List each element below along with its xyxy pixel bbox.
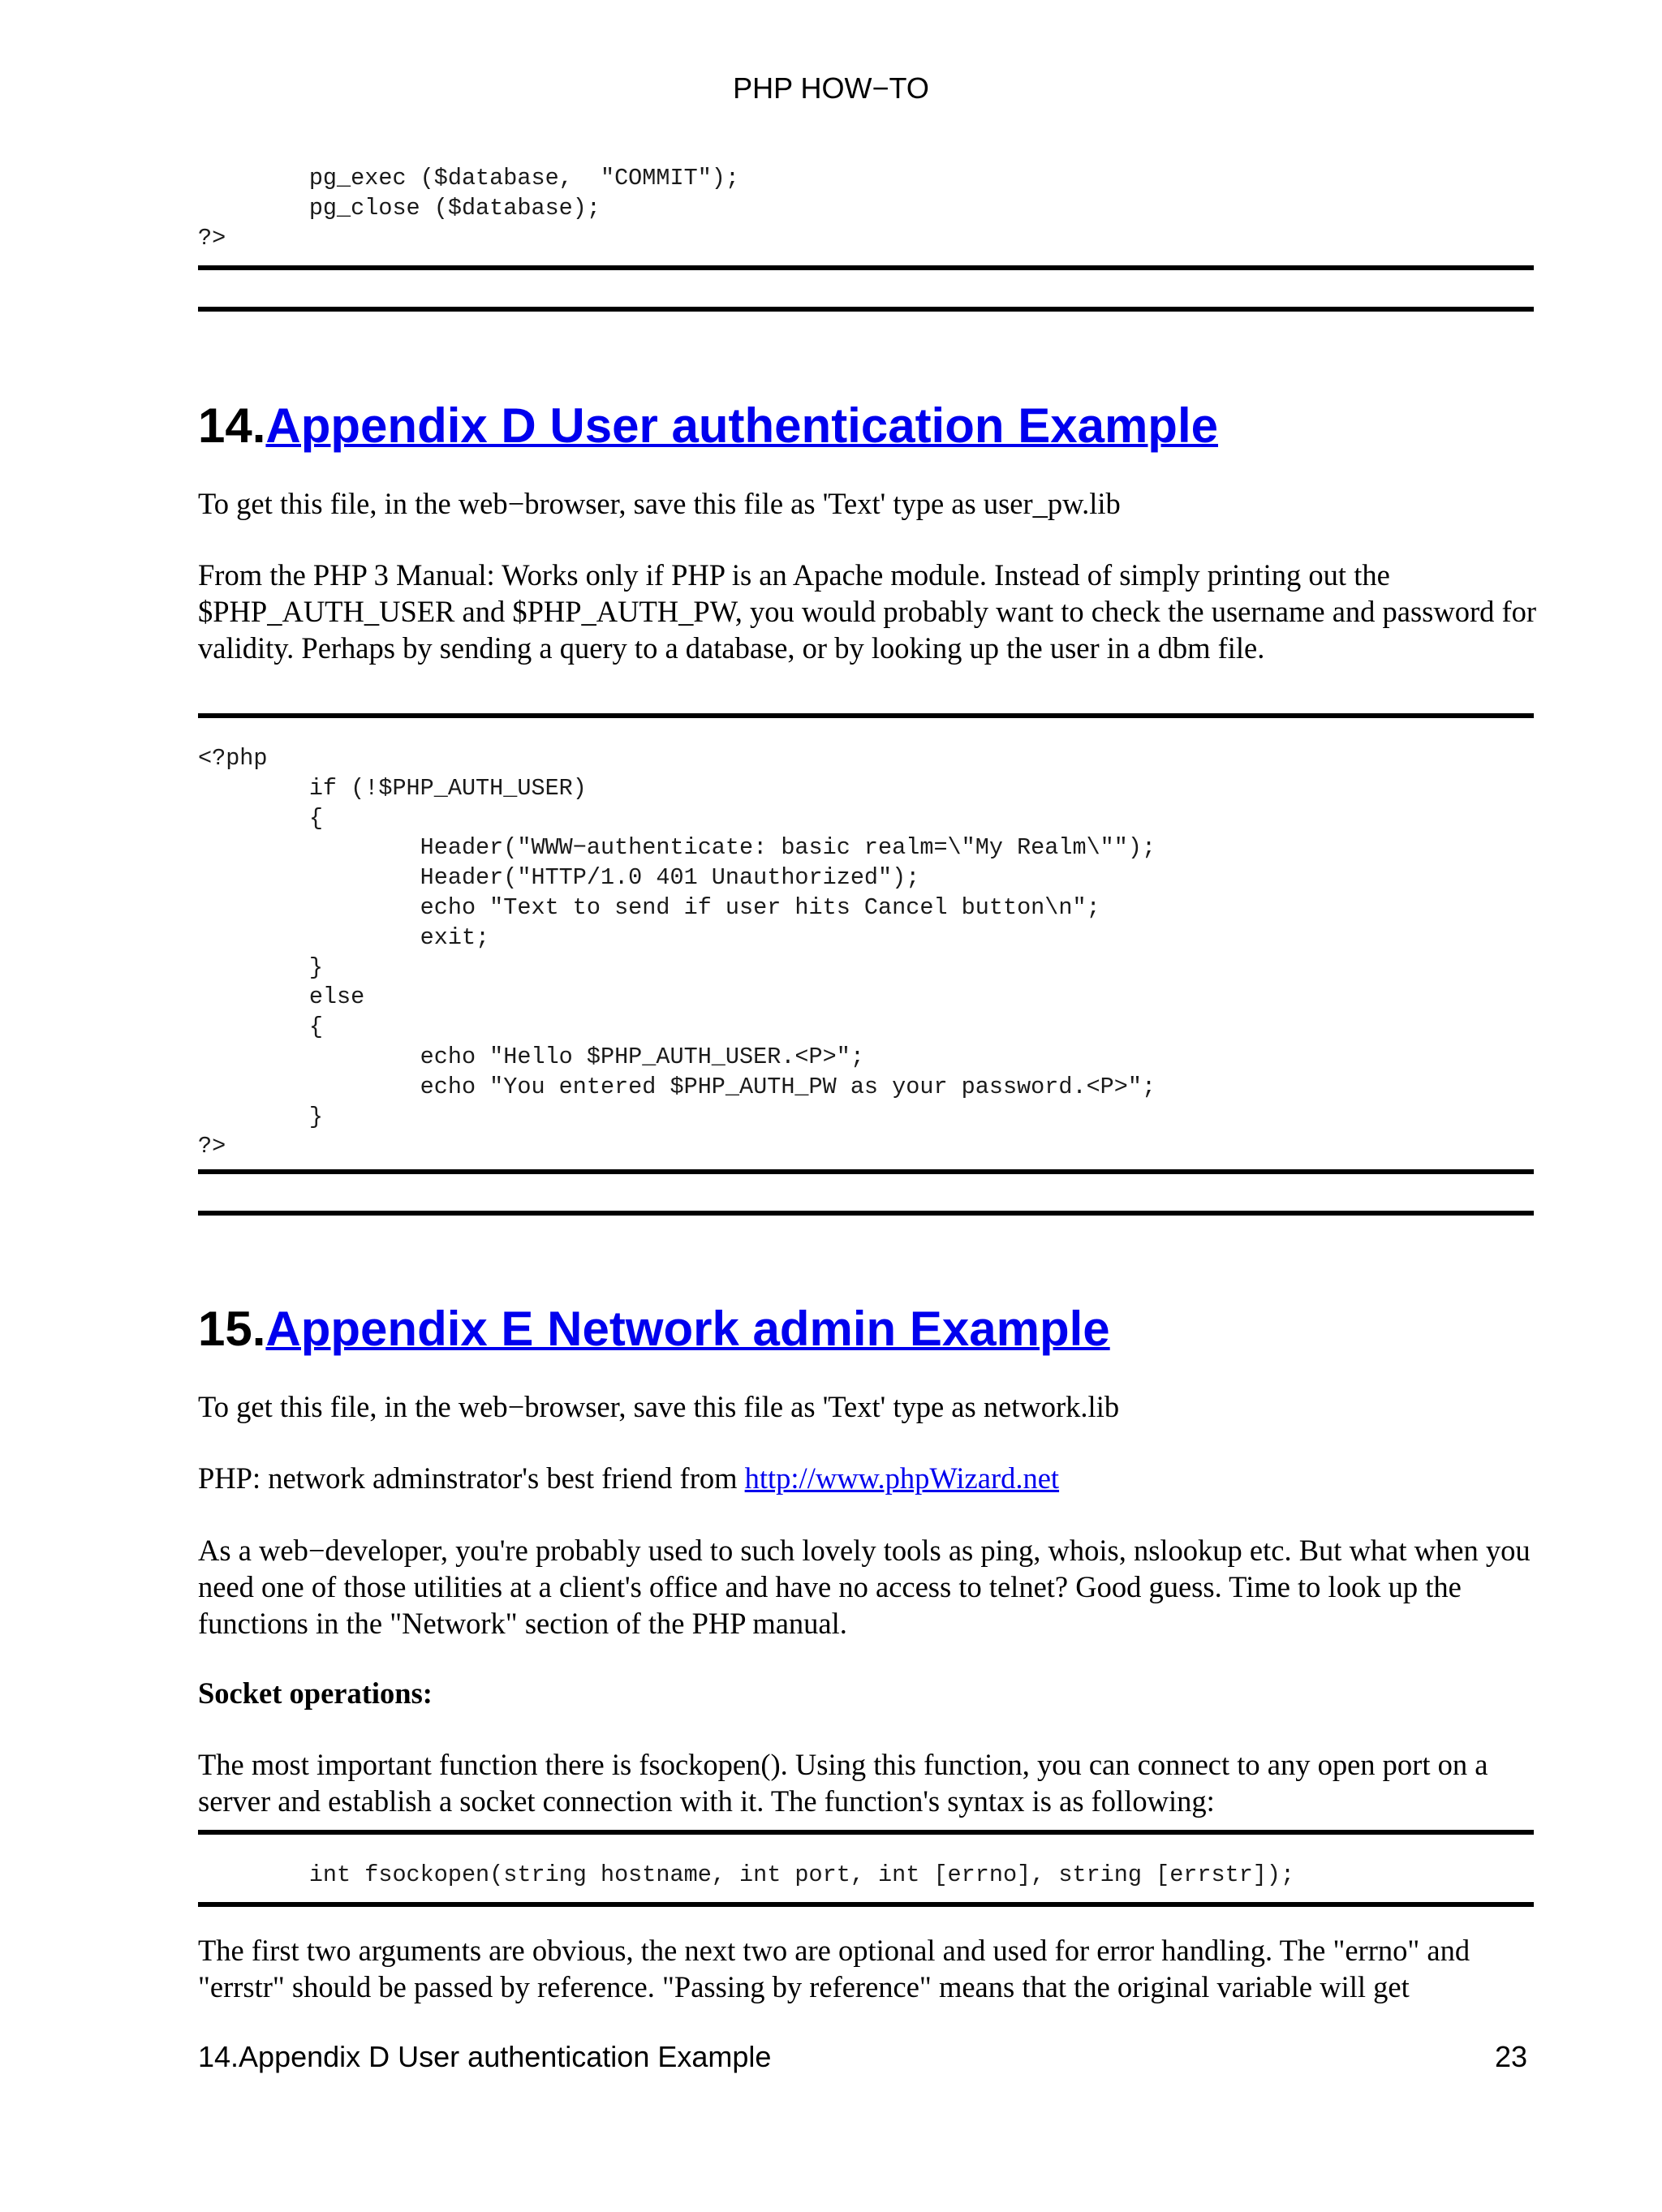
running-header: PHP HOW−TO [733,71,929,105]
paragraph: The first two arguments are obvious, the next two are optional and used for error handling. The "errno" and "errstr" should be passed by reference. "Passing by reference" means that the original variable will get [198,1934,1470,2003]
paragraph: To get this file, in the web−browser, save this file as 'Text' type as network.lib [198,1390,1120,1423]
section-title-link[interactable]: Appendix D User authentication Example [265,398,1218,453]
phpwizard-link[interactable]: http://www.phpWizard.net [744,1461,1060,1495]
horizontal-rule [198,1902,1534,1907]
horizontal-rule [198,1211,1534,1216]
horizontal-rule [198,1830,1534,1835]
paragraph: The most important function there is fsockopen(). Using this function, you can connect to any open port on a server and establish a socket connection with it. The function's syntax is as following: [198,1748,1488,1818]
section-number: 14. [198,398,266,453]
paragraph: To get this file, in the web−browser, save this file as 'Text' type as user_pw.lib [198,487,1121,520]
section-title-link[interactable]: Appendix E Network admin Example [265,1302,1110,1356]
code-block-commit: pg_exec ($database, "COMMIT"); pg_close ($database); ?> [198,165,740,252]
subheading: Socket operations: [198,1676,433,1710]
paragraph: As a web−developer, you're probably used to such lovely tools as ping, whois, nslookup etc. But what when you need one of those utilities at a client's office and have no access to telnet? Good guess. Time to look up the functions in the "Network" section of the PHP manual. [198,1534,1531,1640]
paragraph: From the PHP 3 Manual: Works only if PHP is an Apache module. Instead of simply printing out the $PHP_AUTH_USER and $PHP_AUTH_PW, you would probably want to check the username and password for validity. Perhaps by sending a query to a database, or by looking up the user in a dbm file. [198,558,1537,665]
horizontal-rule [198,307,1534,312]
page-number: 23 [1494,2040,1527,2073]
section-number: 15. [198,1302,266,1356]
section-heading-15 [198,1301,1110,1358]
paragraph-text: PHP: network adminstrator's best friend from [198,1461,745,1495]
code-block-fsockopen: int fsockopen(string hostname, int port, int [errno], string [errstr]); [198,1861,1295,1888]
horizontal-rule [198,713,1534,718]
horizontal-rule [198,265,1534,270]
footer-section-title: 14.Appendix D User authentication Example [198,2040,772,2073]
section-heading-14 [198,398,1218,454]
paragraph [198,1460,1537,1496]
horizontal-rule [198,1169,1534,1174]
code-block-user-auth: <?php if (!$PHP_AUTH_USER) { Header("WWW−authenticate: basic realm=\"My Realm\""); Header("HTTP/1.0 401 Unauthorized"); echo "Text to send if user hits Cancel button\n"; exit; } else { echo "Hello $PHP_AUTH_USER.<P>"; echo "You entered $PHP_AUTH_PW as your password.<P>"; } ?> [198,745,1156,1160]
